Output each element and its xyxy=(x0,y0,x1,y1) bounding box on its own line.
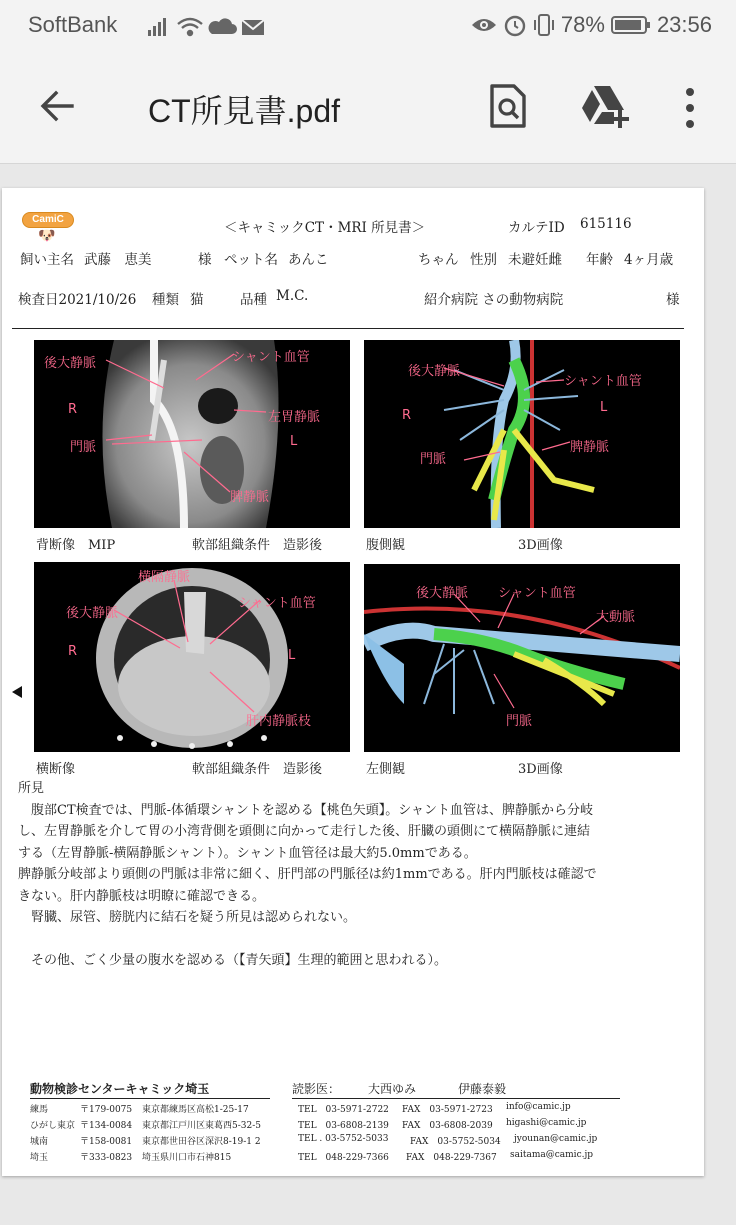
previous-page-arrow-icon[interactable] xyxy=(12,686,22,698)
reader-name-1: 大西ゆみ xyxy=(368,1082,417,1096)
app-bar xyxy=(0,52,736,164)
owner-name: 武藤 恵美 xyxy=(84,252,152,268)
species-label: 種類 xyxy=(152,292,179,308)
branch-zip: 〒179-0075 xyxy=(80,1105,133,1115)
breed-label: 品種 xyxy=(240,292,267,308)
ct-image-dorsal-mip xyxy=(34,340,350,528)
footer-divider-left xyxy=(30,1098,270,1099)
species-value: 猫 xyxy=(190,292,204,308)
findings-section xyxy=(18,778,688,972)
label-splenic-vein: 脾静脈 xyxy=(230,490,270,505)
branch-email: info@camic.jp xyxy=(506,1102,571,1112)
label-portal-vein: 門脈 xyxy=(420,452,447,467)
label-caudal-vena-cava: 後大静脈 xyxy=(44,356,97,371)
mail-icon xyxy=(242,20,264,35)
findings-line: 脾静脈分岐部より頭側の門脈は非常に細く、肝門部の門脈径は約1mmである。肝内門脈枝は確認で xyxy=(18,867,597,882)
footer-divider-right xyxy=(292,1098,620,1099)
caption-lateral: 左側観 xyxy=(366,762,406,777)
report-title: ＜キャミックCT・MRI 所見書＞ xyxy=(224,220,426,236)
exam-date: 検査日2021/10/26 xyxy=(18,292,137,308)
label-shunt-vessel: シャント血管 xyxy=(564,374,642,389)
label-portal-vein: 門脈 xyxy=(506,714,533,729)
findings-label: 所見 xyxy=(18,781,45,796)
branch-name: 練馬 xyxy=(30,1105,49,1115)
clock: 23:56 xyxy=(656,12,712,37)
pet-suffix: ちゃん xyxy=(418,252,459,268)
branch-tel: TEL 048-229-7366 xyxy=(298,1153,389,1163)
find-in-document-icon[interactable] xyxy=(488,82,528,130)
label-right: R xyxy=(68,644,78,659)
pdf-page[interactable] xyxy=(2,188,704,1176)
label-left: L xyxy=(290,434,298,449)
findings-line: する（左胃静脈-横隔静脈シャント）。シャント血管径は最大約5.0mmである。 xyxy=(18,845,477,861)
signal-icon xyxy=(148,18,166,36)
caption-ventral: 腹側観 xyxy=(366,538,406,553)
label-left: L xyxy=(600,400,608,415)
branch-name: ひがし東京 xyxy=(30,1121,76,1131)
label-left-gastric-vein: 左胃静脈 xyxy=(268,410,321,425)
center-name: 動物検診センターキャミック埼玉 xyxy=(30,1082,210,1096)
age-label: 年齢 xyxy=(586,252,613,268)
label-portal-vein: 門脈 xyxy=(70,440,97,455)
label-right: R xyxy=(402,408,412,423)
label-shunt-vessel: シャント血管 xyxy=(238,596,316,611)
dog-icon: 🐶 xyxy=(38,228,56,244)
findings-line: 腎臓、尿管、膀胱内に結石を疑う所見は認められない。 xyxy=(18,910,357,925)
logo-text: CamiC xyxy=(22,212,74,228)
label-intrahepatic-vein: 肝内静脈枝 xyxy=(246,714,312,729)
document-title: CT所見書.pdf xyxy=(148,93,341,129)
status-left-icons xyxy=(148,14,288,38)
label-caudal-vena-cava: 後大静脈 xyxy=(408,364,461,379)
pet-label: ペット名 xyxy=(224,252,278,268)
label-left: L xyxy=(288,648,296,663)
owner-suffix: 様 xyxy=(198,252,212,268)
back-arrow-icon[interactable] xyxy=(36,84,80,128)
caption-ventral-type: 3D画像 xyxy=(518,538,563,553)
pet-name: あんこ xyxy=(288,252,329,268)
branch-address: 東京都練馬区高松1-25-17 xyxy=(142,1105,249,1115)
branch-email: higashi@camic.jp xyxy=(506,1118,587,1128)
label-aorta: 大動脈 xyxy=(596,610,636,625)
caption-dorsal: 背断像 MIP xyxy=(36,538,116,553)
chart-id: 615116 xyxy=(580,216,632,232)
branch-address: 埼玉県川口市石神815 xyxy=(142,1153,232,1163)
branch-fax: FAX 03-5752-5034 xyxy=(410,1137,501,1147)
findings-line: きない。肝内静脈枝は明瞭に確認できる。 xyxy=(18,888,266,904)
caption-transverse: 横断像 xyxy=(36,762,76,777)
alarm-icon xyxy=(503,13,527,37)
label-right: R xyxy=(68,402,78,417)
more-options-icon[interactable] xyxy=(680,86,700,130)
owner-label: 飼い主名 xyxy=(20,252,74,268)
branch-email: jyounan@camic.jp xyxy=(514,1134,598,1144)
ct-image-3d-left-lateral xyxy=(364,564,680,752)
add-to-drive-icon[interactable] xyxy=(580,82,630,128)
breed-value: M.C. xyxy=(276,288,309,304)
wifi-icon xyxy=(178,19,202,35)
label-shunt-vessel: シャント血管 xyxy=(498,586,576,601)
label-caudal-vena-cava: 後大静脈 xyxy=(416,586,469,601)
sex-value: 未避妊雌 xyxy=(508,252,562,268)
branch-zip: 〒134-0084 xyxy=(80,1121,133,1131)
status-bar xyxy=(0,0,736,52)
branch-fax: FAX 048-229-7367 xyxy=(406,1153,497,1163)
findings-line: 腹部CT検査では、門脈-体循環シャントを認める【桃色矢頭】。シャント血管は、脾静脈から分岐 xyxy=(18,802,593,818)
reader-label: 読影医： xyxy=(292,1082,341,1096)
branch-zip: 〒333-0823 xyxy=(80,1153,133,1163)
branch-address: 東京都世田谷区深沢8-19-1 2 xyxy=(142,1137,261,1147)
findings-line xyxy=(18,929,688,951)
battery-percent: 78% xyxy=(560,12,605,37)
ct-image-3d-ventral xyxy=(364,340,680,528)
cloud-icon xyxy=(209,18,237,34)
branch-tel: TEL 03-6808-2139 xyxy=(298,1121,389,1131)
vibrate-icon xyxy=(533,13,555,37)
caption-dorsal-condition: 軟部組織条件 造影後 xyxy=(192,538,323,553)
label-phrenic-vein: 横隔静脈 xyxy=(138,570,191,585)
referral-hospital: 紹介病院 さの動物病院 xyxy=(424,292,564,308)
branch-fax: FAX 03-5971-2723 xyxy=(402,1105,493,1115)
findings-line: その他、ごく少量の腹水を認める（【青矢頭】生理的範囲と思われる）。 xyxy=(18,953,448,968)
branch-name: 城南 xyxy=(30,1137,49,1147)
branch-fax: FAX 03-6808-2039 xyxy=(402,1121,493,1131)
camic-logo xyxy=(20,212,76,246)
branch-email: saitama@camic.jp xyxy=(510,1150,594,1160)
label-caudal-vena-cava: 後大静脈 xyxy=(66,606,119,621)
reader-name-2: 伊藤泰毅 xyxy=(458,1082,507,1096)
ct-image-transverse xyxy=(34,562,350,752)
branch-tel: TEL 03-5971-2722 xyxy=(298,1105,389,1115)
branch-name: 埼玉 xyxy=(30,1153,49,1163)
header-divider xyxy=(12,328,684,329)
caption-lateral-type: 3D画像 xyxy=(518,762,563,777)
findings-line: し、左胃静脈を介して胃の小湾背側を頭側に向かって走行した後、肝臓の頭側にて横隔静脈に連結 xyxy=(18,824,591,839)
label-splenic-vein: 脾静脈 xyxy=(570,440,610,455)
battery-icon xyxy=(611,15,651,35)
carrier-name: SoftBank xyxy=(28,12,118,37)
eye-icon xyxy=(471,15,497,35)
caption-transverse-condition: 軟部組織条件 造影後 xyxy=(192,762,323,777)
chart-id-label: カルテID xyxy=(508,220,565,236)
branch-zip: 〒158-0081 xyxy=(80,1137,133,1147)
sex-label: 性別 xyxy=(470,252,497,268)
label-shunt-vessel: シャント血管 xyxy=(232,350,310,365)
age-value: 4ヶ月歳 xyxy=(624,252,674,268)
branch-tel: TEL . 03-5752-5033 xyxy=(298,1134,389,1144)
referral-suffix: 様 xyxy=(666,292,680,308)
branch-address: 東京都江戸川区東葛西5-32-5 xyxy=(142,1121,261,1131)
